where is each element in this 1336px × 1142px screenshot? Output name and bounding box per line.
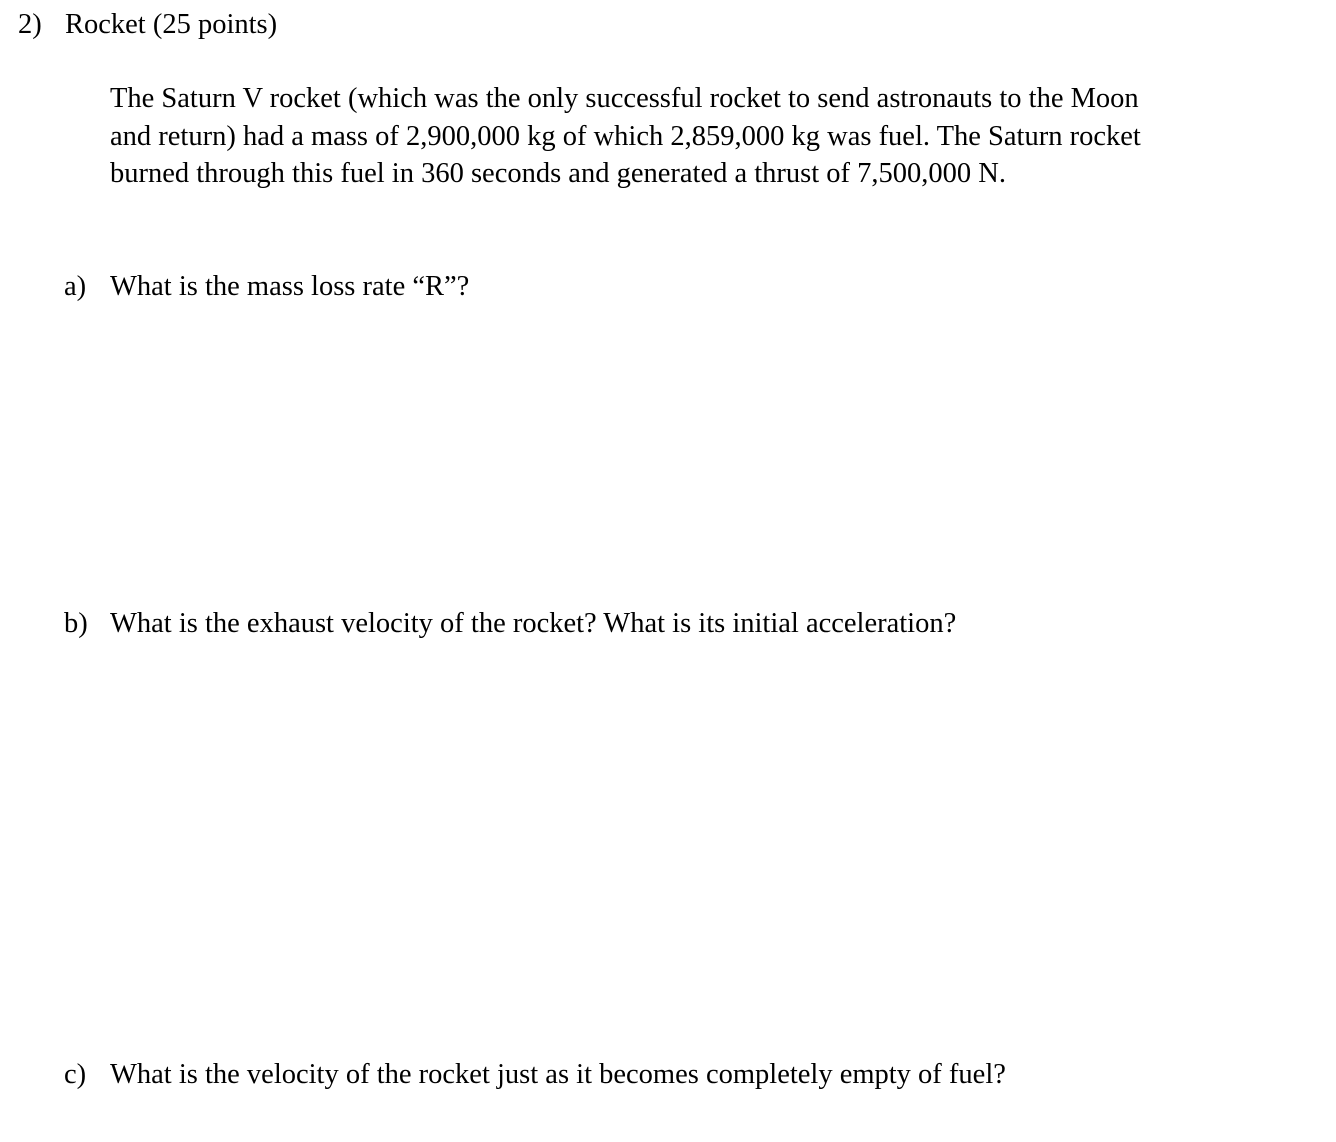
problem-number: 2) xyxy=(18,9,42,40)
question-c-text: What is the velocity of the rocket just as it becomes completely empty of fuel? xyxy=(110,1059,1006,1090)
problem-description xyxy=(110,80,1230,193)
question-a-label: a) xyxy=(64,271,87,302)
question-a-text: What is the mass loss rate “R”? xyxy=(110,271,470,302)
question-b-label: b) xyxy=(64,608,88,639)
question-b-text: What is the exhaust velocity of the rocket? What is its initial acceleration? xyxy=(110,608,957,639)
problem-title: Rocket (25 points) xyxy=(65,9,278,40)
description-line: burned through this fuel in 360 seconds and generated a thrust of 7,500,000 N. xyxy=(110,158,1006,189)
description-line: and return) had a mass of 2,900,000 kg of which 2,859,000 kg was fuel. The Saturn rocket xyxy=(110,120,1141,152)
question-c-label: c) xyxy=(64,1059,87,1090)
description-line: The Saturn V rocket (which was the only successful rocket to send astronauts to the Moon xyxy=(110,83,1139,114)
